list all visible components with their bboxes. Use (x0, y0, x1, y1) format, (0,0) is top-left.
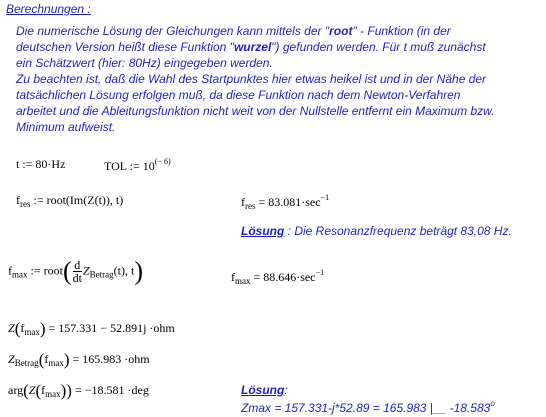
loesung-resonance: Lösung : Die Resonanzfrequenz beträgt 83,08 Hz. (241, 224, 512, 238)
fres-definition[interactable]: $f_{res}$ := root(Im(Z(t)), t) (16, 193, 124, 209)
root-keyword: root (329, 24, 353, 38)
fmax-definition[interactable]: $f_{max}$ := root( $\frac{d}{dt}$ $Z_{Betrag}(t)$, t) (8, 256, 143, 286)
loesung-zmax: Lösung: (241, 383, 288, 397)
intro-line: Zu beachten ist, daß die Wahl des Startpunktes hier etwas heikel ist und in der Nähe der (16, 72, 487, 86)
fmax-result[interactable]: $f_{max} = 88.646\cdot\sec^{-1}$ (231, 268, 325, 286)
wurzel-keyword: wurzel (233, 40, 272, 54)
z-betrag-result[interactable]: $Z_{Betrag}(f_{max}) = 165.983 \cdot ohm$ (8, 350, 150, 369)
intro-line: Die numerische Lösung der Gleichungen kann mittels der "root" - Funktion (in der (16, 24, 451, 38)
intro-line: arbeitet und die Ableitungsfunktion nicht weit von der Nullstelle entfernt ein Maximum bzw. (16, 104, 495, 118)
intro-line: tatsächlichen Lösung erfolgen muß, da diese Funktion nach dem Newton-Verfahren (16, 88, 461, 102)
z-fmax-result[interactable]: $Z(f_{max}) = 157.331 - 52.891j \cdot ohm$ (8, 319, 175, 338)
tol-definition[interactable]: TOL := $10^{(- 6)}$ (104, 157, 171, 173)
section-heading: Berechnungen : (6, 2, 91, 16)
intro-line: ein Schätzwert (hier: 80Hz) eingegeben werden. (16, 56, 273, 70)
fres-result[interactable]: $f_{res} = 83.081\cdot\sec^{-1}$ (241, 193, 330, 211)
derivative-fraction: $\frac{d}{dt}$ (72, 258, 82, 285)
arg-result[interactable]: $arg(Z(f_{max})) = -18.581 \cdot deg$ (8, 381, 149, 400)
intro-line: Minimum aufweist. (16, 120, 116, 134)
zmax-line: Zmax = 157.331-j*52.89 = 165.983 |__ -18.583$^o$ (241, 399, 495, 415)
t-definition[interactable]: t := 80·Hz (16, 157, 66, 171)
intro-line: deutschen Version heißt diese Funktion "wurzel") gefunden werden. Für t muß zunächst (16, 40, 486, 54)
